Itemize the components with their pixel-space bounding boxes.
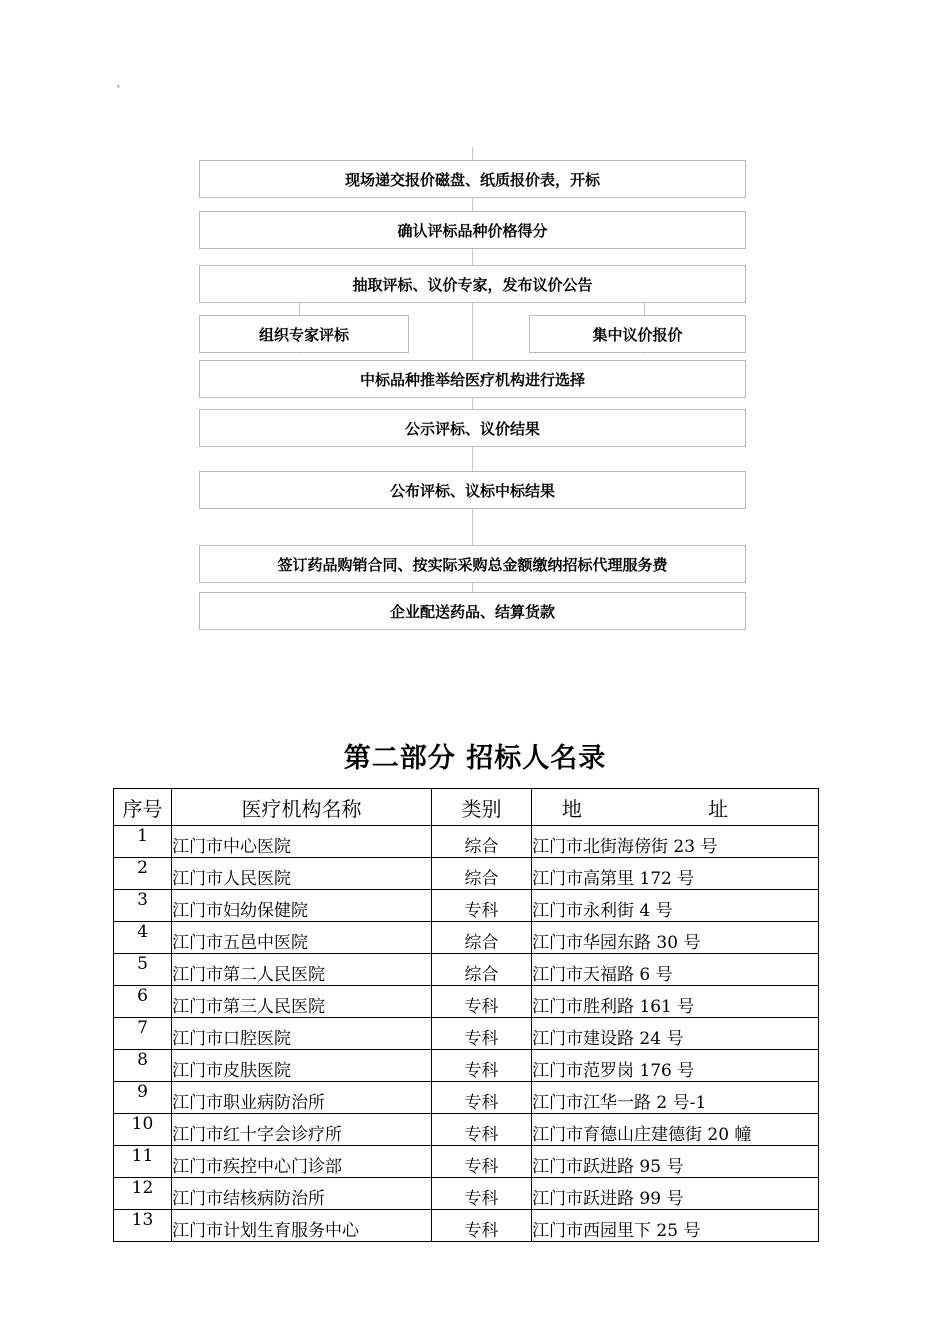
row-address: 江门市江华一路 2 号-1	[532, 1082, 819, 1114]
tenderer-table	[113, 788, 819, 1242]
row-name: 江门市计划生育服务中心	[172, 1210, 432, 1242]
row-type: 专科	[432, 1050, 532, 1082]
flow-step-sign-contract: 签订药品购销合同、按实际采购总金额缴纳招标代理服务费	[199, 545, 746, 583]
row-address: 江门市永利街 4 号	[532, 890, 819, 922]
row-name: 江门市中心医院	[172, 826, 432, 858]
table-row	[114, 1018, 819, 1050]
flow-step-submit-quote: 现场递交报价磁盘、纸质报价表，开标	[199, 160, 746, 198]
section-title: 第二部分 招标人名录	[343, 743, 607, 774]
row-name: 江门市职业病防治所	[172, 1082, 432, 1114]
row-name: 江门市第三人民医院	[172, 986, 432, 1018]
flow-step-select-experts: 抽取评标、议价专家，发布议价公告	[199, 265, 746, 303]
row-name: 江门市第二人民医院	[172, 954, 432, 986]
row-type: 专科	[432, 1210, 532, 1242]
row-address: 江门市高第里 172 号	[532, 858, 819, 890]
row-index: 7	[114, 1018, 172, 1050]
row-name: 江门市妇幼保健院	[172, 890, 432, 922]
row-index: 5	[114, 954, 172, 986]
row-address: 江门市天福路 6 号	[532, 954, 819, 986]
table-row	[114, 954, 819, 986]
row-index: 8	[114, 1050, 172, 1082]
row-address: 江门市华园东路 30 号	[532, 922, 819, 954]
flow-step-recommend-products: 中标品种推举给医疗机构进行选择	[199, 360, 746, 398]
flow-step-publicize-results: 公示评标、议价结果	[199, 409, 746, 447]
header-index: 序号	[114, 789, 172, 826]
row-type: 专科	[432, 1114, 532, 1146]
row-address: 江门市西园里下 25 号	[532, 1210, 819, 1242]
row-address: 江门市育德山庄建德街 20 幢	[532, 1114, 819, 1146]
table-row	[114, 1146, 819, 1178]
row-name: 江门市红十字会诊疗所	[172, 1114, 432, 1146]
row-address: 江门市建设路 24 号	[532, 1018, 819, 1050]
row-index: 1	[114, 826, 172, 858]
row-name: 江门市五邑中医院	[172, 922, 432, 954]
row-type: 专科	[432, 1082, 532, 1114]
row-address: 江门市范罗岗 176 号	[532, 1050, 819, 1082]
row-index: 6	[114, 986, 172, 1018]
header-address-label: 地 址	[561, 796, 789, 821]
flow-step-announce-winners: 公布评标、议标中标结果	[199, 471, 746, 509]
table-row	[114, 1050, 819, 1082]
table-header-row	[114, 789, 819, 826]
row-type: 专科	[432, 1018, 532, 1050]
table-row	[114, 858, 819, 890]
header-type: 类别	[432, 789, 532, 826]
row-type: 综合	[432, 954, 532, 986]
header-name: 医疗机构名称	[172, 789, 432, 826]
table-row	[114, 1210, 819, 1242]
table-row	[114, 1178, 819, 1210]
row-address: 江门市北街海傍街 23 号	[532, 826, 819, 858]
flow-step-delivery-settlement: 企业配送药品、结算货款	[199, 592, 746, 630]
row-name: 江门市疾控中心门诊部	[172, 1146, 432, 1178]
stray-mark: `	[116, 84, 122, 98]
table-row	[114, 1082, 819, 1114]
row-index: 3	[114, 890, 172, 922]
row-index: 11	[114, 1146, 172, 1178]
row-name: 江门市人民医院	[172, 858, 432, 890]
table-row	[114, 1114, 819, 1146]
header-address	[532, 789, 819, 826]
row-index: 9	[114, 1082, 172, 1114]
row-type: 专科	[432, 986, 532, 1018]
row-type: 专科	[432, 890, 532, 922]
flow-step-confirm-score: 确认评标品种价格得分	[199, 211, 746, 249]
row-address: 江门市跃进路 95 号	[532, 1146, 819, 1178]
row-index: 13	[114, 1210, 172, 1242]
row-name: 江门市皮肤医院	[172, 1050, 432, 1082]
table-row	[114, 890, 819, 922]
row-index: 4	[114, 922, 172, 954]
row-type: 综合	[432, 826, 532, 858]
row-address: 江门市胜利路 161 号	[532, 986, 819, 1018]
row-type: 专科	[432, 1146, 532, 1178]
row-index: 10	[114, 1114, 172, 1146]
table-row	[114, 986, 819, 1018]
table-row	[114, 922, 819, 954]
row-address: 江门市跃进路 99 号	[532, 1178, 819, 1210]
row-index: 2	[114, 858, 172, 890]
flow-step-expert-review: 组织专家评标	[199, 315, 409, 353]
row-type: 综合	[432, 922, 532, 954]
row-index: 12	[114, 1178, 172, 1210]
table-row	[114, 826, 819, 858]
row-type: 专科	[432, 1178, 532, 1210]
row-name: 江门市口腔医院	[172, 1018, 432, 1050]
row-type: 综合	[432, 858, 532, 890]
flow-step-price-negotiation: 集中议价报价	[529, 315, 746, 353]
row-name: 江门市结核病防治所	[172, 1178, 432, 1210]
